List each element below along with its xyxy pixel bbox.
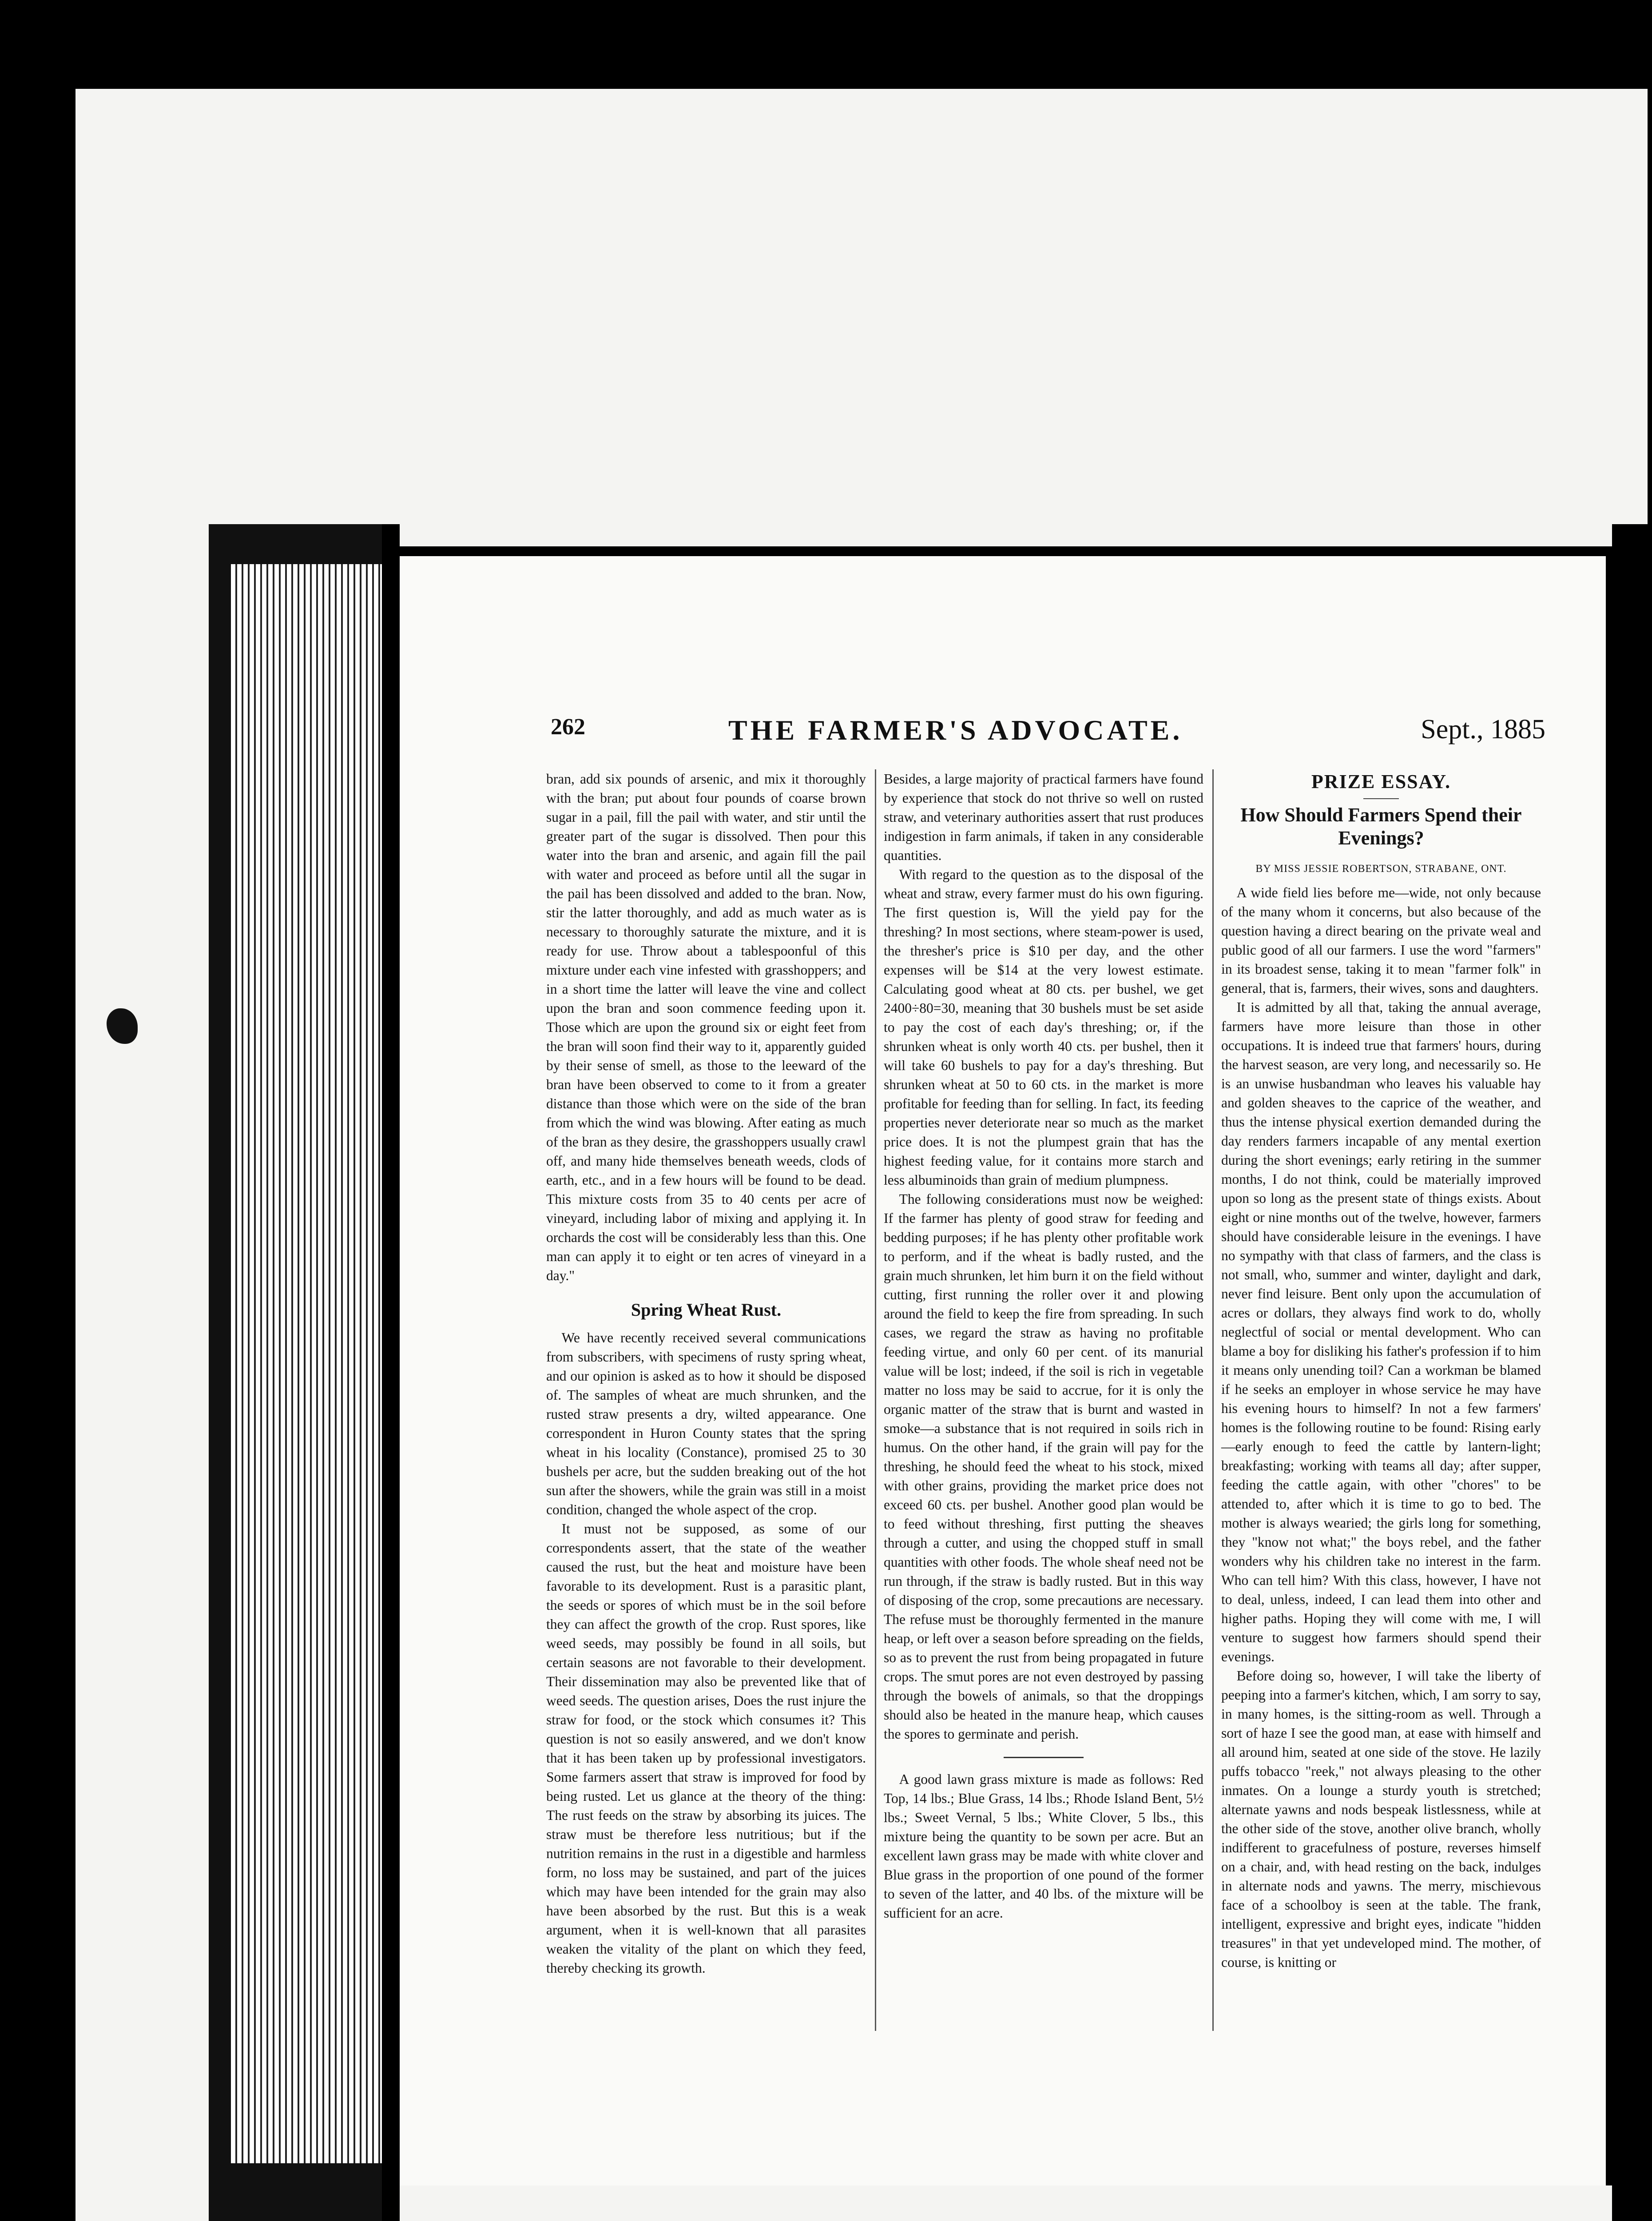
essay-byline: BY MISS JESSIE ROBERTSON, STRABANE, ONT. xyxy=(1255,863,1507,875)
book-spine xyxy=(382,524,400,2221)
issue-date: Sept., 1885 xyxy=(1421,714,1545,744)
newspaper-page xyxy=(400,546,1612,2185)
article-column-3 xyxy=(1221,769,1541,1972)
essay-paragraph: It is admitted by all that, taking the annual average, farmers have more leisure than those in other occupations. It is indeed true that farmers' hours, during the harvest season, are very long, and necessarily so. He is an unwise husbandman who leaves his valuable hay and golden sheaves to the caprice of the weather, and thus the intense physical exertion demanded during the day renders farmers incapable of any mental exertion during the short evenings; early retiring in the summer months, I do not think, could be materially improved upon so long as the present state of things exists. About eight or nine months out of the twelve, however, farmers should have considerable leisure in the evenings. I have no sympathy with that class of farmers, and the class is not small, who, summer and winter, daylight and dark, never find leisure. Bent only upon the accumulation of acres or dollars, they always find work to do, wholly neglectful of social or mental development. Who can blame a boy for disliking his father's profession if to him it means only unending toil? Can a workman be blamed if he seeks an employer in whose service he may have his evening hours to himself? In not a few farmers' homes is the following routine to be found: Rising early—early enough to feed the cattle by lantern-light; breakfasting; working with teams all day; after supper, feeding the cattle again, with other "chores" to be attended to, after which it is time to go to bed. The mother is always wearied; the girls long for something, they "know not what;" the boys rebel, and the father wonders why his children take no interest in the farm. Who can tell him? With this class, however, I have not to deal, unless, indeed, I can lead them into other and higher paths. Hoping they will come with me, I will venture to suggest how farmers should spend their evenings. xyxy=(1221,999,1541,1664)
article-column-1 xyxy=(546,769,866,1978)
column-rule xyxy=(1212,769,1214,2031)
wheat-rust-paragraph: The following considerations must now be weighed: If the farmer has plenty of good straw for feeding and bedding purposes; if he has plenty other profitable work to perform, and if the wheat is badly rusted, and the grain much shrunken, let him burn it on the field without cutting, first running the roller over it and plowing around the field to keep the fire from spreading. In such cases, we regard the straw as having no profitable feeding virtue, and only 60 per cent. of its manurial value will be lost; indeed, if the soil is rich in vegetable matter no loss may be said to accrue, for it is only the organic matter of the straw that is burnt and wasted in smoke—a substance that is not required in soils rich in humus. On the other hand, if the grain will pay for the threshing, he should feed the wheat to his stock, mixed with other grains, providing the market price does not exceed 60 cts. per bushel. Another good plan would be to feed without threshing, first putting the sheaves through a cutter, and using the chopped stuff in small quantities with other foods. The whole sheaf need not be run through, if the straw is badly rusted. But in this way of disposing of the crop, some precautions are necessary. The refuse must be thoroughly fermented in the manure heap, or left over a season before spreading on the fields, so as to prevent the rust from being propagated in future crops. The smut pores are not even destroyed by passing through the bowels of animals, so that the droppings should also be heated in the manure heap, which causes the spores to germinate and perish. xyxy=(884,1191,1203,1742)
page-header xyxy=(551,714,1545,763)
book-page-stack xyxy=(231,564,382,2163)
prize-essay-heading: PRIZE ESSAY. xyxy=(1311,771,1451,792)
wheat-rust-paragraph: Besides, a large majority of practical farmers have found by experience that stock do not thrive so well on rusted straw, and veterinary authorities assert that rust produces indigestion in farm animals, if taken in any considerable quantities. xyxy=(884,771,1203,863)
article-column-2 xyxy=(884,769,1203,1922)
spring-wheat-rust-heading: Spring Wheat Rust. xyxy=(631,1300,782,1320)
film-border-top xyxy=(0,0,1652,89)
heading-rule xyxy=(1363,798,1399,799)
essay-paragraph: Before doing so, however, I will take the liberty of peeping into a farmer's kitchen, which, I am sorry to say, in many homes, is the sitting-room as well. Through a sort of haze I see the good man, at ease with himself and all around him, seated at one side of the stove. He lazily puffs tobacco "reek," not always pleasing to the other inmates. On a lounge a sturdy youth is stretched; alternate yawns and nods bespeak listlessness, while at the other side of the stove, another olive branch, wholly indifferent to gracefulness of posture, reverses himself on a chair, and, with head resting on the back, indulges in alternate nods and yawns. The merry, mischievous face of a schoolboy is seen at the table. The frank, intelligent, expressive and bright eyes, indicate "hidden treasures" in that yet undeveloped mind. The mother, of course, is knitting or xyxy=(1221,1668,1541,1970)
wheat-rust-paragraph: With regard to the question as to the disposal of the wheat and straw, every farmer must do his own figuring. The first question is, Will the yield pay for the threshing? In most sections, where steam-power is used, the thresher's price is $10 per day, and the other expenses will be $14 at the very lowest estimate. Calculating good wheat at 80 cts. per bushel, we get 2400÷80=30, meaning that 30 bushels must be set aside to pay the cost of each day's threshing; or, if the shrunken wheat is only worth 40 cts. per bushel, then it will take 60 bushels to pay for a day's threshing. But shrunken wheat at 50 to 60 cts. in the market is more profitable for feeding than for selling. In fact, its feeding properties never deteriorate near so much as the market price does. It is not the plumpest grain that has the highest feeding value, for it contains more starch and less albuminoids than grain of medium plumpness. xyxy=(884,867,1203,1188)
masthead-title: THE FARMER'S ADVOCATE. xyxy=(728,714,1183,746)
section-divider xyxy=(1004,1757,1084,1758)
film-border-right xyxy=(1612,524,1648,2221)
page-number: 262 xyxy=(551,714,585,740)
spring-wheat-rust-paragraph: It must not be supposed, as some of our correspondents assert, that the state of the weather caused the rust, but the heat and moisture have been favorable to its development. Rust is a parasitic plant, the seeds or spores of which must be in the soil before they can affect the growth of the crop. Rust spores, like weed seeds, may possibly be found in all soils, but certain seasons are not favorable to their development. Their dissemination may also be prevented like that of weed seeds. The question arises, Does the rust injure the straw for food, or the stock which consumes it? This question is not so easily answered, and we don't know that it has been taken up by professional investigators. Some farmers assert that straw is improved for food by being rusted. Let us glance at the theory of the thing: The rust feeds on the straw by absorbing its juices. The straw must be therefore less nutritious; but if the nutrition remains in the rust in a digestible and harmless form, no loss may be sustained, and part of the juices which may have been intended for the grain may also have been absorbed by the rust. But this is a weak argument, when it is well-known that all parasites weaken the vitality of the plant on which they feed, thereby checking its growth. xyxy=(546,1521,866,1976)
column-rule xyxy=(875,769,876,2031)
grasshopper-article-paragraph: bran, add six pounds of arsenic, and mix it thoroughly with the bran; put about four pounds of coarse brown sugar in a pail, fill the pail with water, and stir until the greater part of the sugar is dissolved. Then pour this water into the bran and arsenic, and again fill the pail with water and proceed as before until all the sugar in the pail has been dissolved and added to the bran. Now, stir the latter thoroughly, and add as much water as is necessary to thoroughly saturate the mixture, and it is ready for use. Throw about a tablespoonful of this mixture under each vine infested with grasshoppers; and in a short time the latter will leave the vine and collect upon the bran and soon commence feeding upon it. Those which are upon the ground six or eight feet from the bran will soon find their way to it, apparently guided by their sense of smell, as those to the leeward of the bran have been observed to come to it from a greater distance than those which were on the side of the bran from which the wind was blowing. After eating as much of the bran as they desire, the grasshoppers usually crawl off, and many hide themselves beneath weeds, clods of earth, etc., and in a few hours will be found to be dead. This mixture costs from 35 to 40 cents per acre of vineyard, including labor of mixing and applying it. In orchards the cost will be considerably less than this. One man can apply it to eight or ten acres of vineyard in a day." xyxy=(546,771,866,1283)
essay-title: How Should Farmers Spend their Evenings? xyxy=(1240,804,1522,849)
lawn-grass-paragraph: A good lawn grass mixture is made as follows: Red Top, 14 lbs.; Blue Grass, 14 lbs.; Rhode Island Bent, 5½ lbs.; Sweet Vernal, 5 lbs.; White Clover, 5 lbs., this mixture being the quantity to be sown per acre. But an excellent lawn grass may be made with white clover and Blue grass in the proportion of one pound of the former to seven of the latter, and 40 lbs. of the mixture will be sufficient for an acre. xyxy=(884,1771,1203,1921)
spring-wheat-rust-paragraph: We have recently received several communications from subscribers, with specimens of rusty spring wheat, and our opinion is asked as to how it should be disposed of. The samples of wheat are much shrunken, and the rusted straw presents a dry, wilted appearance. One correspondent in Huron County states that the spring wheat in his locality (Constance), promised 25 to 30 bushels per acre, but the sudden breaking out of the hot sun after the showers, while the grain was still in a moist condition, changed the whole aspect of the crop. xyxy=(546,1330,866,1517)
essay-paragraph: A wide field lies before me—wide, not only because of the many whom it concerns, but also because of the question having a direct bearing on the private weal and public good of all our farmers. I use the word "farmers" in its broadest sense, taking it to mean "farmer folk" in general, that is, farmers, their wives, sons and daughters. xyxy=(1221,885,1541,996)
